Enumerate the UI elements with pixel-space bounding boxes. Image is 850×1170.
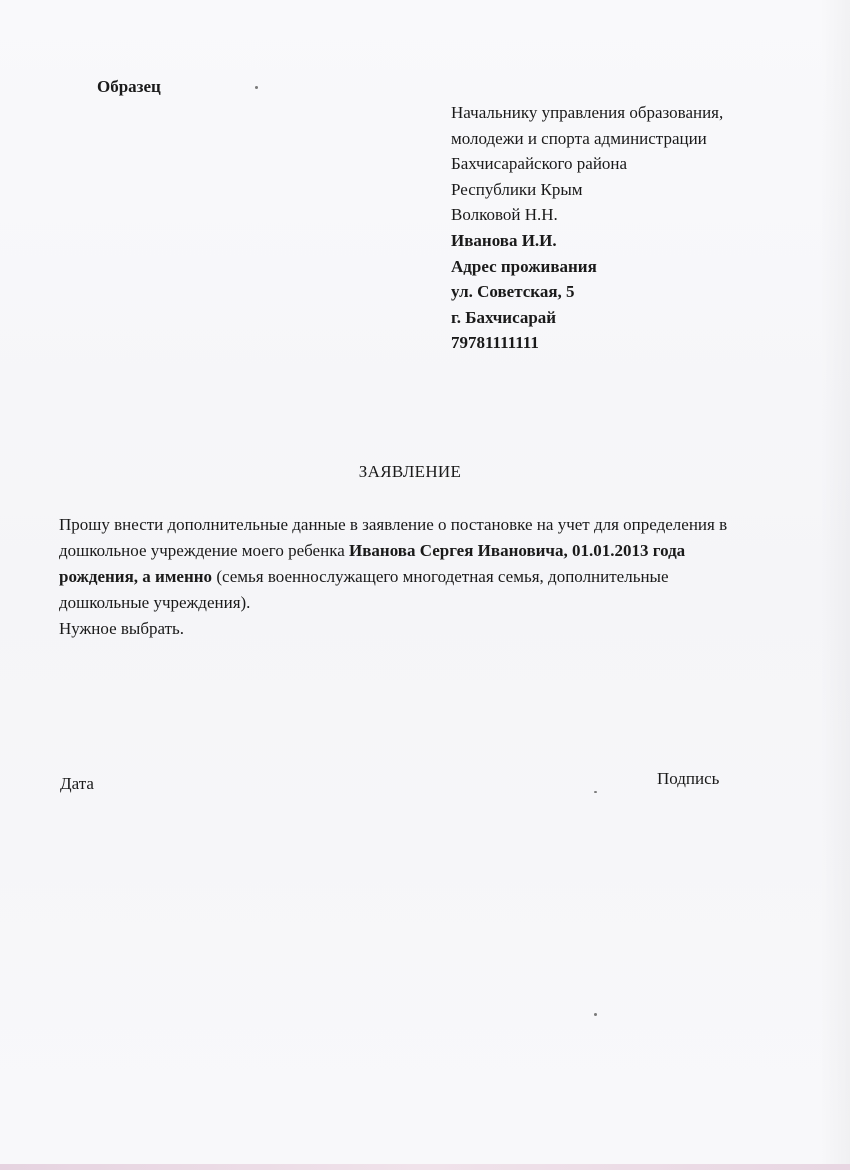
applicant-name: Иванова И.И. (451, 230, 557, 250)
document-body (59, 512, 759, 642)
scan-speck (594, 1013, 597, 1016)
addressee-line: Бахчисарайского района (451, 154, 628, 174)
applicant-city: г. Бахчисарай (451, 307, 557, 327)
request-paragraph (59, 512, 759, 616)
document-title: ЗАЯВЛЕНИЕ (358, 462, 462, 481)
scan-edge-shadow (820, 0, 850, 1170)
scan-speck (255, 86, 258, 89)
signature-label: Подпись (657, 769, 720, 788)
addressee-line: Республики Крым (451, 179, 583, 199)
addressee-block (451, 100, 723, 356)
child-details: Иванова Сергея Ивановича, 01.01.2013 года рождения, а именно (59, 541, 686, 586)
scan-speck (594, 791, 597, 793)
addressee-line: Начальнику управления образования, (451, 103, 724, 122)
addressee-line: молодежи и спорта администрации (451, 128, 707, 148)
sample-label: Образец (97, 77, 161, 96)
request-text-end: (семья военнослужащего многодетная семья, дополнительные дошкольные учреждения). (59, 567, 669, 612)
scan-bottom-edge (0, 1164, 850, 1170)
addressee-line: Волковой Н.Н. (451, 205, 558, 225)
applicant-street: ул. Советская, 5 (451, 282, 575, 302)
date-label: Дата (60, 774, 94, 793)
request-text-start: Прошу внести дополнительные данные в заявление о постановке на учет для определения в дошкольное учреждение моего ребенка (59, 515, 728, 560)
applicant-address-label: Адрес проживания (451, 256, 597, 276)
choose-note: Нужное выбрать. (59, 619, 185, 638)
applicant-phone: 79781111111 (451, 333, 539, 353)
